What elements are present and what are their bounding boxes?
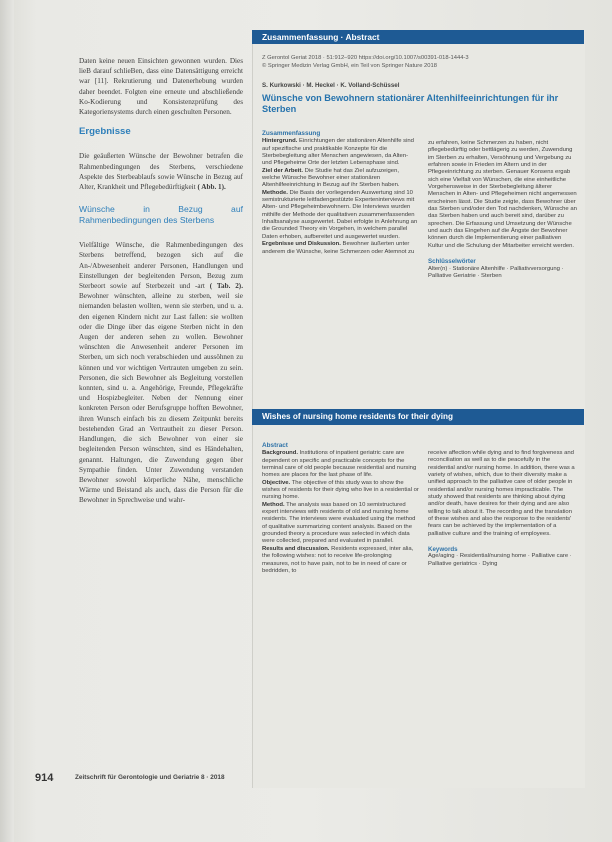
abstract-heading: Abstract — [262, 442, 288, 449]
abstract-section: Method. The analysis was based on 10 semistructured expert interviews with residents of old and nursing home residents. The interviews were evaluated using the method of qualitative summarizing content analysis. Based on the grounded theory a procedure was selected in which data were collected, prepared and evaluated in parallel. — [262, 501, 416, 545]
page-number: 914 — [35, 772, 54, 784]
english-abstract-col2 — [428, 450, 578, 568]
german-abstract-col2 — [428, 140, 578, 280]
abstract-continuation: zu erfahren, keine Schmerzen zu haben, nicht pflegebedürftig oder bettlägerig zu werden, Zuwendung im Sterben zu erhalten, Versöhnung und Vergebung zu erfahren sowie in Frieden im Altern und in der Pflegeeinrichtung zu sterben. Genauer Konsens ergab sich eine Vielfalt von Wünschen, die eine einheitliche Vorgehensweise in der Sterbebegleitung älterer Menschen in Alten- und Pflegeheimen nicht angemessen erscheinen lässt. Die Studie zeigte, dass Bewohner über das Sterben und/oder den Tod nachdenken, Wünsche an das Sterben haben und auch bereit sind, darüber zu sprechen. Die Erfassung und Umsetzung der Wünsche und auch das Eingehen auf die Ängste der Bewohner können durch die Implementierung einer palliativen Kultur und die Schulung der Mitarbeiter erreicht werden. — [428, 140, 577, 249]
keywords-en: Age/aging · Residential/nursing home · Palliative care · Palliative geriatrics · Dying — [428, 553, 572, 567]
keywords-de: Alter(n) · Stationäre Altenhilfe · Palliativversorgung · Palliative Geriatrie · Sterben — [428, 265, 564, 279]
section-heading-ergebnisse: Ergebnisse — [79, 126, 131, 138]
abstract-section: Results and discussion. Residents expressed, inter alia, the following wishes: not to receive life-prolonging measures, not to have pain, not to be in need of care or bedridden, to — [262, 545, 414, 574]
german-title: Wünsche von Bewohnern stationärer Altenhilfeeinrichtungen für ihr Sterben — [262, 93, 559, 114]
abstract-section: Objective. The objective of this study was to show the wishes of residents for their dying who live in a residential or nursing home. — [262, 479, 419, 501]
banner-title: Zusammenfassung · Abstract — [262, 32, 380, 42]
copyright-line: © Springer Medizin Verlag GmbH, ein Teil von Springer Nature 2018 — [262, 63, 437, 69]
ergebnisse-text: Die geäußerten Wünsche der Bewohner betrafen die Rahmenbedingungen des Sterbens, verschiedene Aspekte des Sterbeablaufs sowie Wünsche in Bezug auf Alter, Krankheit und Pflegebedürftigkeit — [79, 152, 243, 192]
body-text-a: Vielfältige Wünsche, die Rahmenbedingungen des Sterbens betreffend, bezogen sich auf die An-/Abwesenheit anderer Personen, Handlungen und Einstellungen der begleitenden Person, Bezug zum Sterbeort sowie auf Sterbezeit und -art — [79, 241, 243, 291]
body-text-b: Bewohner wünschten, alleine zu sterben, weil sie niemanden belasten wollten, wenn sie sterben, und u. a. den eigenen Kindern nicht zur Last fallen: sie wollten oder die Dinge über das eigene Sterben nicht in den Augen der anderen sehen zu wollen. Bewohner wünschten die Anwesenheit anderer Personen im Sterben, um sich noch verabschieden und aussöhnen zu können und vor wichtigen Vertrauten umgeben zu sein. Personen, die sich Bewohner als Begleitung vorstellen konnten, sind u. a. Angehörige, Freunde, Pflegekräfte und Hospizbegleiter. Neben der Nennung einer konkreten Person oder Berufsgruppe hofften Bewohner, ihren Wunsch einfach bis zu diesem Zeitpunkt bereits bestehenden Grad an Vertrautheit zu dieser Person. Handlungen, die sich Bewohner von einer sie begleitenden Person wünschten, sind es Händehalten, genannt. Haltungen, die Zuwendung gegen über Sympathie finden. Unter Zuwendung verstanden Bewohner sowohl körperliche Nähe, menschliche Wärme und Beistand als auch, dass die Person für die Bewohner in Sprechweise und wahr- — [79, 292, 243, 505]
figure-reference: ( Abb. 1). — [197, 183, 226, 192]
citation-meta — [262, 54, 562, 70]
intro-paragraph: Daten keine neuen Einsichten gewonnen wurden. Dies lieB darauf schlieBen, dass eine Datensättigung erreicht war [11]. Rekrutierung und Datenerhebung wurden daher beendet. Folgten eine erneute und abschließende Ko-Kodierung und Konsistenzprüfung des Kategoriensystems durch einen geschulten Personen. — [79, 57, 243, 117]
keywords-heading-en: Keywords — [428, 546, 458, 554]
zusammenfassung-heading: Zusammenfassung — [262, 130, 321, 137]
scan-shadow — [0, 0, 14, 842]
subsection-heading: Wünsche in Bezug auf Rahmenbedingungen des Sterbens — [79, 204, 243, 226]
abstract-section: Background. Institutions of inpatient geriatric care are dependent on specific and practicable concepts for the terminal care of old people because residential and nursing homes are places for the last phase of life. — [262, 450, 417, 479]
abstract-section: Ziel der Arbeit. Die Studie hat das Ziel aufzuzeigen, welche Wünsche Bewohner einer stationären Altenhilfeeinrichtung in Bezug auf ihr Sterben haben. — [262, 167, 400, 189]
table-reference: ( Tab. 2). — [209, 282, 243, 291]
left-column — [79, 56, 243, 506]
page-footer — [35, 772, 295, 786]
abstract-section: Ergebnisse und Diskussion. Bewohner äußerten unter anderem die Wünsche, keine Schmerzen oder Atemnot zu — [262, 241, 415, 255]
body-paragraph — [79, 240, 243, 505]
authors: S. Kurkowski · M. Heckel · K. Volland-Schüssel — [262, 82, 400, 89]
journal-name: Zeitschrift für Gerontologie und Geriatrie 8 · 2018 — [75, 774, 225, 781]
english-title-bar — [252, 409, 584, 425]
citation-line: Z Gerontol Geriat 2018 · 51:912–920 https://doi.org/10.1007/s00391-018-1444-3 — [262, 55, 469, 61]
english-abstract-col1 — [262, 442, 420, 575]
abstract-banner — [252, 30, 584, 44]
german-abstract-col1 — [262, 130, 418, 256]
keywords-heading-de: Schlüsselwörter — [428, 258, 476, 266]
abstract-section: Hintergrund. Einrichtungen der stationären Altenhilfe sind auf spezifische und praktikable Konzepte für die Sterbebegleitung alter Menschen angewiesen, da Alten- und Pflegeheime Orte der letzten Lebensphase sind. — [262, 138, 414, 167]
abstract-section: Methode. Die Basis der vorliegenden Auswertung sind 10 semistrukturierte leitfadengestützte Experteninterviews mit Alten- und Pflegeheimbewohnern. Die Interviews wurden mithilfe der Methode der qualitativen zusammenfassenden Inhaltsanalyse ausgewertet. Dabei erfolgte in Anlehnung an die Grounded Theory ein Vorgehen, in welchem parallel Daten erhoben, aufbereitet und ausgewertet wurden. — [262, 189, 418, 240]
abstract-continuation: receive affection while dying and to find forgiveness and reconciliation as well as to die peacefully in the residential and/or nursing home. In addition, there was a variety of wishes, which, due to their diversity make a unified approach to the palliative care of older people in residential and/or nursing homes impracticable. The study showed that residents are thinking about dying and/or death, have desires for their dying and are also willing to talk about it. The recording and the translation of these wishes and also the response to the residents' fears can be achieved by the implementation of a palliative culture and the training of employees. — [428, 450, 575, 537]
english-title: Wishes of nursing home residents for their dying — [262, 412, 453, 421]
ergebnisse-paragraph — [79, 151, 243, 192]
